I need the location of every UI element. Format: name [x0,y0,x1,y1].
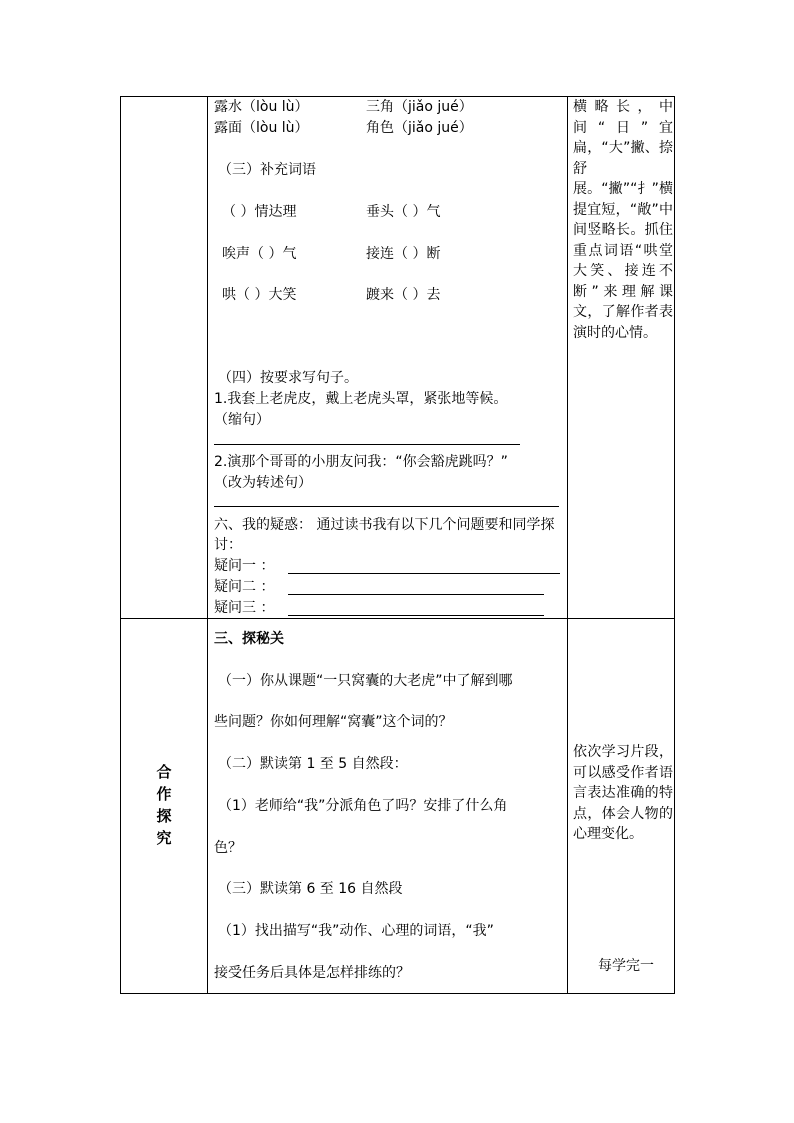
paragraph: （1）找出描写“我”动作、心理的词语，“我” [218,923,494,939]
doubt-label: 疑问一 ： [214,558,275,574]
answer-line [288,615,544,616]
teaching-note: 横略长，中间“日”宜扁，“大”撇、捺舒展。“撇”“扌”横提宜短，“敞”中间竖略长。抓住重点词语“哄堂大笑、接连不断”来理解课文，了解作者表演时的心情。 [573,99,673,341]
answer-line [288,594,544,595]
section-label: 合 作 探 究 [156,763,172,847]
fill-blank-item: （ ）情达理 [222,204,297,220]
row1-content-cell [208,97,568,619]
doubt-label: 疑问二 ： [214,579,275,595]
row1-note-cell [568,97,675,619]
row2-content-cell [208,619,568,994]
doubt-label: 疑问三 ： [214,600,275,616]
section-title: （四）按要求写句子。 [218,370,358,386]
question-text: 2.演那个哥哥的小朋友问我：“你会豁虎跳吗？” [214,454,508,470]
doubts-intro: 六、我的疑惑： 通过读书我有以下几个问题要和同学探讨： [214,517,555,553]
row1-label-cell [121,97,208,619]
section-title: （三）补充词语 [218,162,316,178]
fill-blank-item: 唉声（ ）气 [222,246,297,262]
teaching-note: 依次学习片段，可以感受作者语言表达准确的特点，体会人物的心理变化。 [573,744,673,842]
table-row [121,619,675,994]
teaching-note-continued: 每学完一 [598,958,654,974]
paragraph: （二）默读第 1 至 5 自然段： [218,756,408,772]
fill-blank-item: 哄（ ）大笑 [222,287,297,303]
vocab-item: 角色（jiǎo jué） [366,120,473,136]
paragraph: 色？ [214,840,242,856]
question-text: 1.我套上老虎皮，戴上老虎头罩，紧张地等候。 [214,391,508,407]
paragraph: 接受任务后具体是怎样排练的？ [214,965,410,981]
row2-label-cell [121,619,208,994]
question-note: （缩句） [214,412,270,428]
vocab-item: 露水（lòu lù） [214,99,309,115]
paragraph: 些问题？你如何理解“窝囊”这个词的？ [214,714,453,730]
vocab-item: 三角（jiǎo jué） [366,99,473,115]
section-title: 三、探秘关 [214,631,284,647]
paragraph: （三）默读第 6 至 16 自然段 [218,881,403,897]
answer-line [214,506,559,507]
row2-note-cell [568,619,675,994]
paragraph: （一）你从课题“一只窝囊的大老虎”中了解到哪 [218,673,513,689]
question-note: （改为转述句） [214,475,312,491]
fill-blank-item: 接连（ ）断 [366,246,441,262]
answer-line [288,573,560,574]
vocab-item: 露面（lòu lù） [214,120,309,136]
table-row [121,97,675,619]
fill-blank-item: 垂头（ ）气 [366,204,441,220]
paragraph: （1）老师给“我”分派角色了吗？安排了什么角 [218,798,508,814]
answer-line [214,444,520,445]
fill-blank-item: 踱来（ ）去 [366,287,441,303]
lesson-table [120,96,675,994]
